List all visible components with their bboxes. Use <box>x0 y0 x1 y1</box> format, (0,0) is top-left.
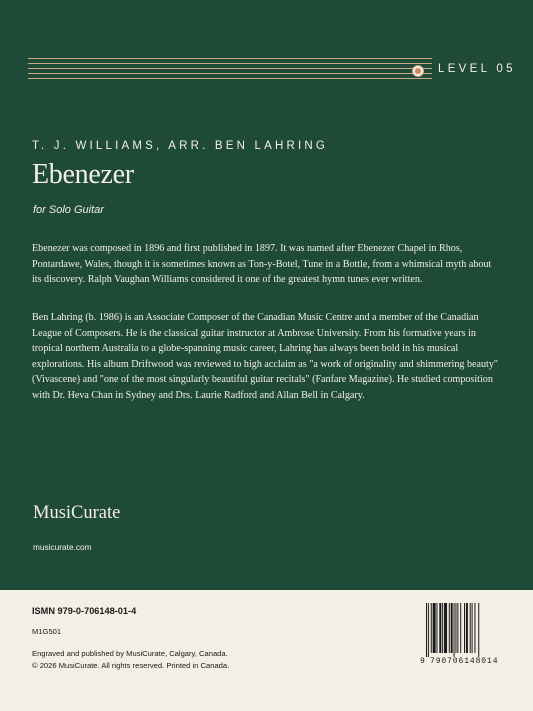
barcode-icon <box>426 603 496 657</box>
staff-lines <box>28 58 432 82</box>
staff-line <box>28 68 432 69</box>
work-title: Ebenezer <box>32 159 134 190</box>
publisher-logo: MusiCurate <box>33 503 121 523</box>
staff-line <box>28 63 432 64</box>
publisher-line: Engraved and published by MusiCurate, Calgary, Canada. <box>32 649 228 658</box>
arranger-bio-paragraph: Ben Lahring (b. 1986) is an Associate Composer of the Canadian Music Centre and a member of the Canadian League of Composers. He is the classical guitar instructor at Ambrose University. From his formative years in tropical northern Australia to a globe-spanning music career, Lahring has always been bold in his musical explorations. His album Driftwood was reviewed to high acclaim as "a work of originality and shimmering beauty" (Vivascene) and "one of the most singularly beautiful guitar recitals" (Fanfare Magazine). He studied composition with Dr. Heva Chan in Sydney and Drs. Laurie Radford and Allan Bell in Calgary. <box>32 312 498 401</box>
staff-line <box>28 73 432 74</box>
footer <box>0 590 533 711</box>
staff-line <box>28 58 432 59</box>
composer-credit: T. J. WILLIAMS, ARR. BEN LAHRING <box>32 140 329 152</box>
instrumentation: for Solo Guitar <box>33 204 104 216</box>
level-marker-icon <box>412 65 424 77</box>
staff-line <box>28 78 432 79</box>
level-label: LEVEL 05 <box>438 63 516 75</box>
copyright-line: © 2026 MusiCurate. All rights reserved. Printed in Canada. <box>32 661 230 670</box>
barcode <box>420 600 502 672</box>
barcode-lead-digit: 9 <box>420 657 425 666</box>
catalog-number: M1G501 <box>32 627 62 636</box>
program-note-paragraph: Ebenezer was composed in 1896 and first published in 1897. It was named after Ebenezer Chapel in Rhos, Pontardawe, Wales, though it is sometimes known as Ton-y-Botel, Tune in a Bottle, from a whimsical myth about its discovery. Ralph Vaughan Williams considered it one of the greatest hymn tunes ever written. <box>32 243 492 286</box>
ismn-number: ISMN 979-0-706148-01-4 <box>32 606 137 616</box>
publisher-url[interactable]: musicurate.com <box>33 542 92 552</box>
barcode-digits: 790706148014 <box>430 657 499 666</box>
